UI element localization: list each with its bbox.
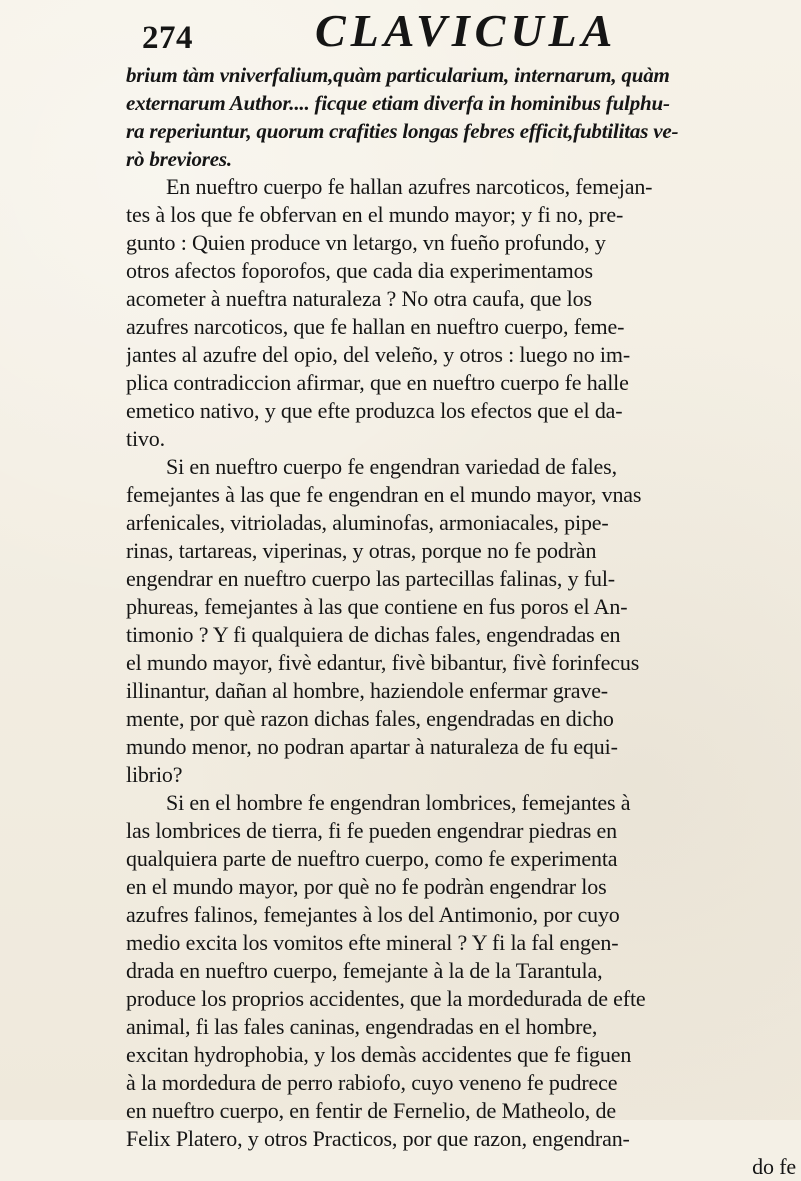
text-line: ra reperiuntur, quorum crafities longas febres efficit,fubtilitas ve- [126,119,679,143]
text-line: azufres narcoticos, que fe hallan en nueftro cuerpo, feme- [126,314,625,339]
text-line: femejantes à las que fe engendran en el mundo mayor, vnas [126,482,642,507]
text-line: illinantur, dañan al hombre, haziendole enfermar grave- [126,678,608,703]
page-header [142,5,762,68]
text-line: rò breviores. [126,147,232,171]
text-line: gunto : Quien produce vn letargo, vn fueño profundo, y [126,230,606,255]
text-line: drada en nueftro cuerpo, femejante à la de la Tarantula, [126,958,603,983]
text-line: medio excita los vomitos efte mineral ? Y fi la fal engen- [126,930,619,955]
text-line: las lombrices de tierra, fi fe pueden engendrar piedras en [126,818,617,843]
body-text [126,61,796,1181]
text-line: emetico nativo, y que efte produzca los efectos que el da- [126,398,623,423]
text-line: timonio ? Y fi qualquiera de dichas fales, engendradas en [126,622,621,647]
text-line: tes à los que fe obfervan en el mundo mayor; y fi no, pre- [126,202,624,227]
text-line: brium tàm vniverfalium,quàm particularium, internarum, quàm [126,63,670,87]
text-line: do fe [752,1154,796,1179]
text-line: excitan hydrophobia, y los demàs accidentes que fe figuen [126,1042,632,1067]
text-line: mente, por què razon dichas fales, engendradas en dicho [126,706,614,731]
text-line: acometer à nueftra naturaleza ? No otra caufa, que los [126,286,592,311]
text-line: phureas, femejantes à las que contiene en fus poros el An- [126,594,628,619]
running-head: CLAVICULA [315,5,618,56]
text-line: En nueftro cuerpo fe hallan azufres narcoticos, femejan- [166,174,653,199]
text-line: el mundo mayor, fivè edantur, fivè bibantur, fivè forinfecus [126,650,640,675]
text-line: qualquiera parte de nueftro cuerpo, como fe experimenta [126,846,618,871]
text-line: à la mordedura de perro rabiofo, cuyo veneno fe pudrece [126,1070,618,1095]
text-line: Si en el hombre fe engendran lombrices, femejantes à [166,790,631,815]
text-line: otros afectos foporofos, que cada dia experimentamos [126,258,593,283]
text-line: en el mundo mayor, por què no fe podràn engendrar los [126,874,607,899]
text-line: en nueftro cuerpo, en fentir de Fernelio, de Matheolo, de [126,1098,616,1123]
text-line: azufres falinos, femejantes à los del Antimonio, por cuyo [126,902,620,927]
text-line: rinas, tartareas, viperinas, y otras, porque no fe podràn [126,538,597,563]
text-line: engendrar en nueftro cuerpo las partecillas falinas, y ful- [126,566,615,591]
text-line: jantes al azufre del opio, del veleño, y otros : luego no im- [126,342,631,367]
text-line: librio? [126,762,183,787]
text-line: animal, fi las fales caninas, engendradas en el hombre, [126,1014,598,1039]
page-number: 274 [142,20,193,56]
text-line: Si en nueftro cuerpo fe engendran variedad de fales, [166,454,617,479]
text-line: produce los proprios accidentes, que la mordedurada de efte [126,986,646,1011]
text-line: arfenicales, vitrioladas, aluminofas, armoniacales, pipe- [126,510,609,535]
text-line: plica contradiccion afirmar, que en nueftro cuerpo fe halle [126,370,629,395]
text-line: Felix Platero, y otros Practicos, por que razon, engendran- [126,1126,630,1151]
text-line: mundo menor, no podran apartar à naturaleza de fu equi- [126,734,618,759]
text-line: tivo. [126,426,165,451]
text-line: externarum Author.... ficque etiam diverfa in hominibus fulphu- [126,91,670,115]
